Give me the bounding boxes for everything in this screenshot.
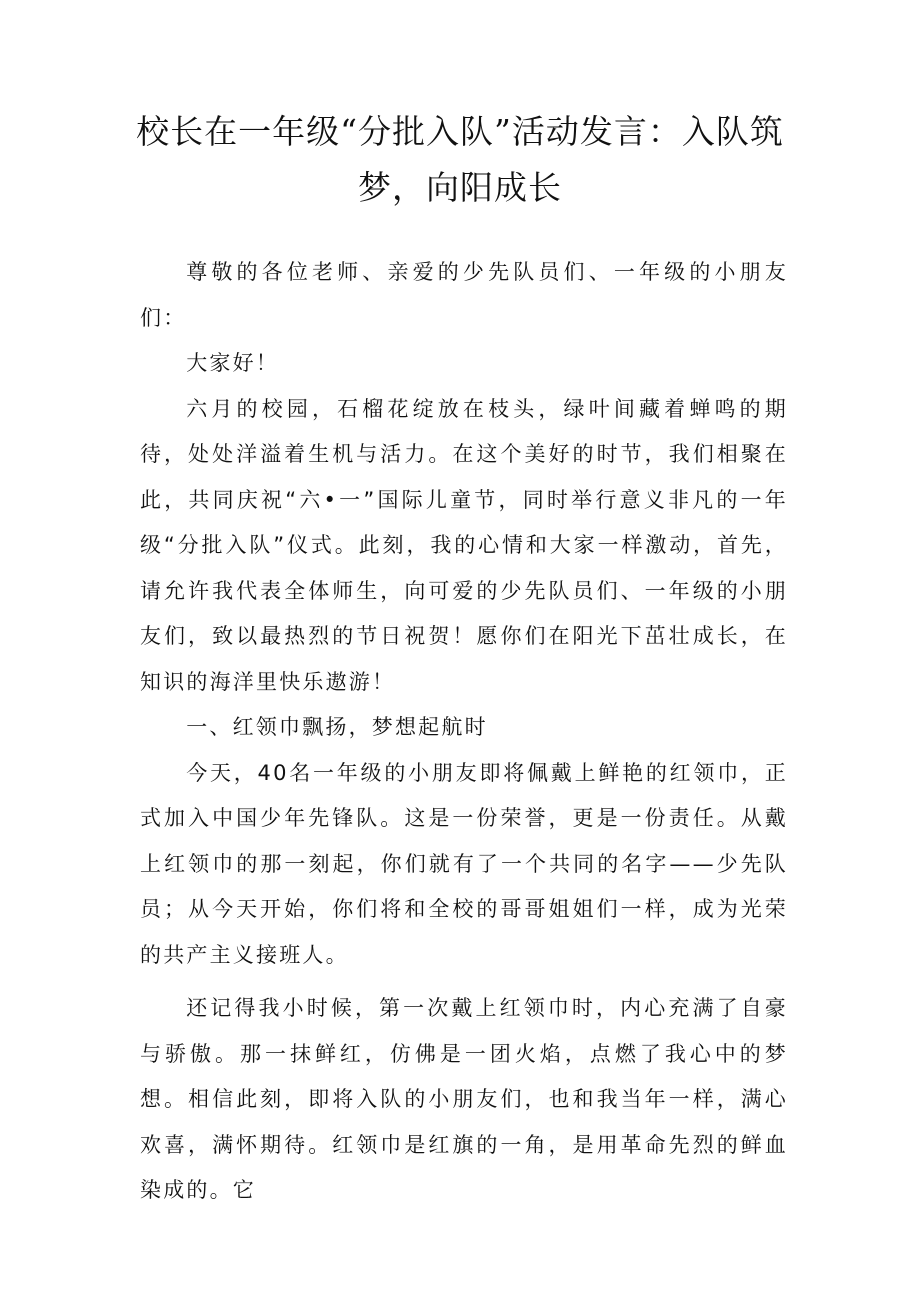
opening-paragraph: 六月的校园，石榴花绽放在枝头，绿叶间藏着蝉鸣的期待，处处洋溢着生机与活力。在这个美好的时节，我们相聚在此，共同庆祝“六•一”国际儿童节，同时举行意义非凡的一年级“分批入队”仪式。此刻，我的心情和大家一样激动，首先，请允许我代表全体师生，向可爱的少先队员们、一年级的小朋友们，致以最热烈的节日祝贺！愿你们在阳光下茁壮成长，在知识的海洋里快乐遨游！ [140,396,788,694]
section-heading: 一、红领巾飘扬，梦想起航时 [186,715,488,739]
greeting-paragraph: 大家好！ [186,351,279,375]
document-body [140,250,788,1214]
body-paragraph: 今天，40名一年级的小朋友即将佩戴上鲜艳的红领巾，正式加入中国少年先锋队。这是一份荣誉，更是一份责任。从戴上红领巾的那一刻起，你们就有了一个共同的名字——少先队员；从今天开始，你们将和全校的哥哥姐姐们一样，成为光荣的共产主义接班人。 [140,760,788,967]
body-paragraph: 还记得我小时候，第一次戴上红领巾时，内心充满了自豪与骄傲。那一抹鲜红，仿佛是一团火焰，点燃了我心中的梦想。相信此刻，即将入队的小朋友们，也和我当年一样，满心欢喜，满怀期待。红领巾是红旗的一角，是用革命先烈的鲜血染成的。它 [140,996,788,1202]
salutation-paragraph: 尊敬的各位老师、亲爱的少先队员们、一年级的小朋友们： [140,260,788,330]
document-title: 校长在一年级“分批入队”活动发言：入队筑梦，向阳成长 [136,112,784,207]
